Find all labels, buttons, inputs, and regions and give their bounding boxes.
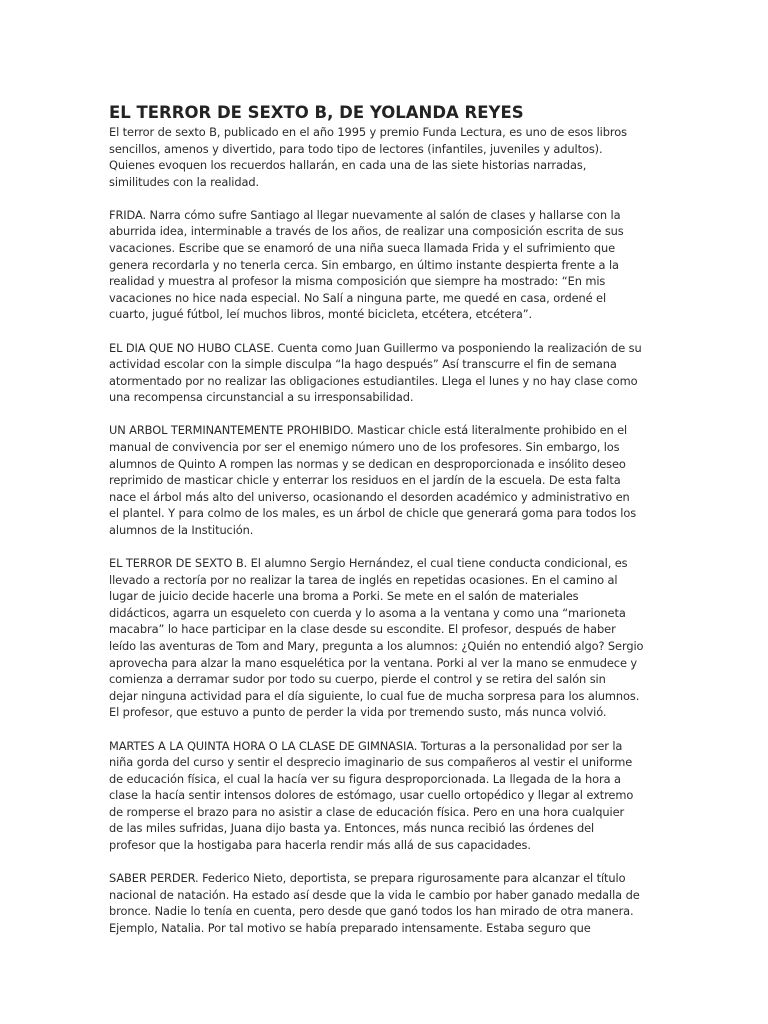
text-line: lugar de juicio decide hacerle una broma a Porki. Se mete en el salón de materiales: [109, 589, 579, 604]
paragraph-saber-perder: [109, 870, 657, 936]
text-line: EL DIA QUE NO HUBO CLASE. Cuenta como Juan Guillermo va posponiendo la realización de su: [109, 340, 642, 355]
text-line: actividad escolar con la simple disculpa “la hago después” Así transcurre el fin de semana: [109, 357, 617, 372]
text-line: de romperse el brazo para no asistir a clase de educación física. Pero en una hora cualquier: [109, 804, 625, 819]
text-line: Ejemplo, Natalia. Por tal motivo se había preparado intensamente. Estaba seguro que: [109, 920, 591, 935]
text-line: alumnos de Quinto A rompen las normas y se dedican en desproporcionada e insólito deseo: [109, 456, 626, 471]
paragraph-martes-quinta-hora: [109, 738, 657, 854]
text-line: de las miles sufridas, Juana dijo basta ya. Entonces, más nunca recibió las órdenes del: [109, 821, 595, 836]
document-page: [109, 102, 657, 953]
text-line: El terror de sexto B, publicado en el año 1995 y premio Funda Lectura, es uno de esos libros: [109, 125, 627, 139]
text-line: bronce. Nadie lo tenía en cuenta, pero desde que ganó todos los han mirado de otra manera.: [109, 904, 634, 919]
text-line: reprimido de masticar chicle y enterrar los residuos en el jardín de la escuela. De esta falta: [109, 473, 621, 488]
text-line: alumnos de la Institución.: [109, 522, 254, 537]
text-line: clase la hacía sentir intensos dolores de estómago, usar cuello ortopédico y llegar al extremo: [109, 788, 634, 803]
text-line: aburrida idea, interminable a través de los años, de realizar una composición escrita de sus: [109, 224, 624, 239]
text-line: didácticos, agarra un esqueleto con cuerda y lo asoma a la ventana y como una “marioneta: [109, 605, 626, 620]
text-line: dejar ninguna actividad para el día siguiente, lo cual fue de mucha sorpresa para los alumnos.: [109, 688, 640, 703]
paragraph-el-terror-de-sexto-b: [109, 555, 657, 721]
text-line: vacaciones no hice nada especial. No Salí a ninguna parte, me quedé en casa, ordené el: [109, 290, 607, 305]
text-line: nace el árbol más alto del universo, ocasionando el desorden académico y administrativo en: [109, 489, 630, 504]
text-line: manual de convivencia por ser el enemigo número uno de los profesores. Sin embargo, los: [109, 440, 620, 454]
text-line: vacaciones. Escribe que se enamoró de una niña sueca llamada Frida y el sufrimiento que: [109, 241, 616, 256]
text-line: leído las aventuras de Tom and Mary, pregunta a los alumnos: ¿Quién no entendió algo? Sergio: [109, 639, 644, 654]
text-line: de educación física, el cual la hacía ver su figura desproporcionada. La llegada de la hora a: [109, 771, 621, 786]
paragraph-frida: [109, 207, 657, 323]
text-line: profesor que la hostigaba para hacerla rendir más allá de sus capacidades.: [109, 838, 531, 853]
text-line: EL TERROR DE SEXTO B. El alumno Sergio Hernández, el cual tiene conducta condicional, es: [109, 556, 628, 571]
text-line: el plantel. Y para colmo de los males, es un árbol de chicle que generará goma para todos los: [109, 506, 637, 521]
text-line: nacional de natación. Ha estado así desde que la vida le cambio por haber ganado medalla de: [109, 887, 640, 902]
text-line: MARTES A LA QUINTA HORA O LA CLASE DE GIMNASIA. Torturas a la personalidad por ser la: [109, 738, 623, 753]
paragraph-intro: [109, 124, 657, 190]
text-line: macabra” lo hace participar en la clase desde su escondite. El profesor, después de haber: [109, 622, 616, 637]
text-line: similitudes con la realidad.: [109, 174, 260, 189]
text-line: Quienes evoquen los recuerdos hallarán, en cada una de las siete historias narradas,: [109, 158, 587, 173]
paragraph-un-arbol-prohibido: [109, 422, 657, 538]
text-line: UN ARBOL TERMINANTEMENTE PROHIBIDO. Masticar chicle está literalmente prohibido en el: [109, 423, 628, 438]
text-line: sencillos, amenos y divertido, para todo tipo de lectores (infantiles, juveniles y adultos).: [109, 141, 603, 156]
document-title: EL TERROR DE SEXTO B, DE YOLANDA REYES: [109, 103, 524, 122]
text-line: niña gorda del curso y sentir el desprecio imaginario de sus compañeros al vestir el uniforme: [109, 755, 633, 770]
text-line: cuarto, jugué fútbol, leí muchos libros, monté bicicleta, etcétera, etcétera”.: [109, 307, 533, 322]
text-line: genera recordarla y no tenerla cerca. Sin embargo, en último instante despierta frente a la: [109, 257, 619, 272]
paragraph-el-dia-que-no-hubo-clase: [109, 340, 657, 406]
text-line: FRIDA. Narra cómo sufre Santiago al llegar nuevamente al salón de clases y hallarse con la: [109, 207, 621, 222]
text-line: realidad y muestra al profesor la misma composición que siempre ha mostrado: “En mis: [109, 274, 606, 289]
text-line: El profesor, que estuvo a punto de perder la vida por tremendo susto, más nunca volvió.: [109, 705, 607, 720]
text-line: aprovecha para alzar la mano esquelética por la ventana. Porki al ver la mano se enmudece y: [109, 655, 638, 670]
text-line: una recompensa circunstancial a su irresponsabilidad.: [109, 390, 414, 405]
text-line: atormentado por no realizar las obligaciones estudiantiles. Llega el lunes y no hay clase como: [109, 373, 638, 388]
text-line: SABER PERDER. Federico Nieto, deportista, se prepara rigurosamente para alcanzar el título: [109, 871, 626, 886]
text-line: comienza a derramar sudor por todo su cuerpo, pierde el control y se retira del salón sin: [109, 672, 606, 687]
text-line: llevado a rectoría por no realizar la tarea de inglés en repetidas ocasiones. En el camino al: [109, 572, 618, 587]
